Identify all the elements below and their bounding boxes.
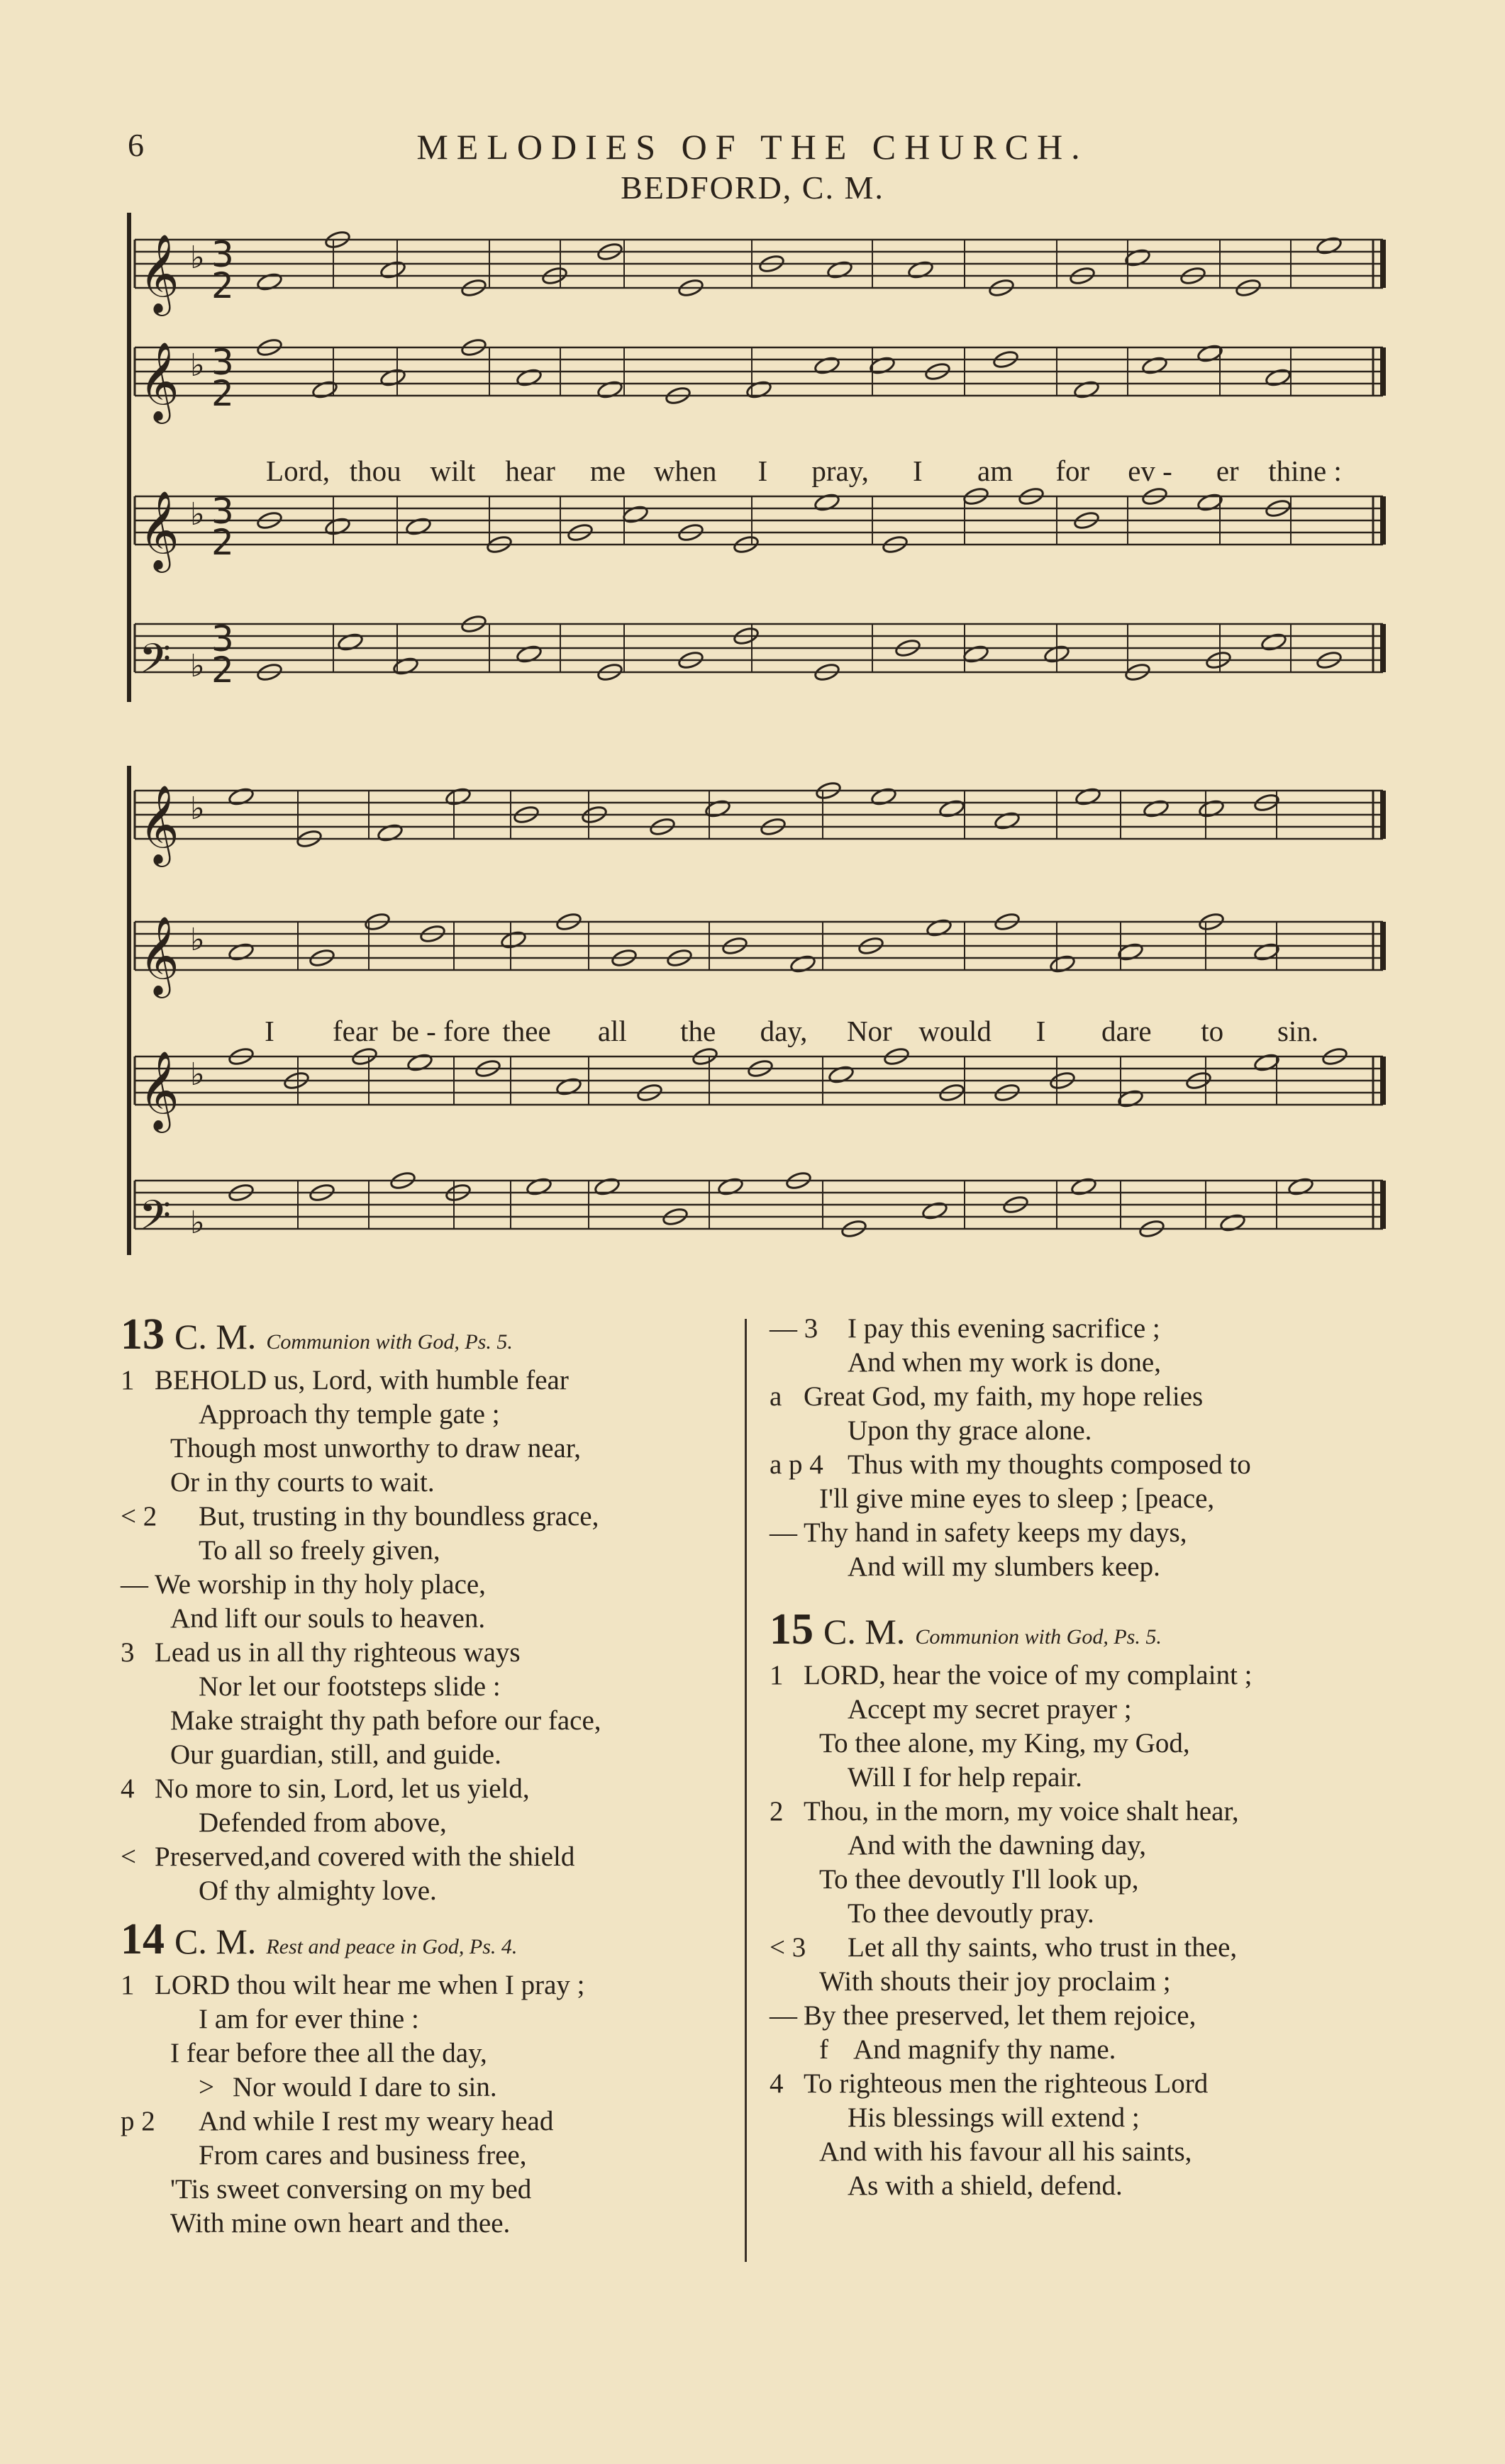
verse-line [121, 1874, 731, 1908]
verse-line [121, 1364, 731, 1398]
note-heads [228, 230, 1348, 1239]
hymn-14-text-part-2 [770, 1312, 1408, 1584]
verse-text: His blessings will extend ; [848, 2102, 1140, 2133]
note-head [1260, 632, 1287, 652]
verse-text: I fear before thee all the day, [170, 2038, 487, 2068]
note-head [1316, 235, 1343, 256]
verse-text: To thee alone, my King, my God, [819, 1728, 1190, 1758]
note-head [256, 272, 283, 292]
lyric-syllable: I [757, 455, 768, 487]
lyric-syllable: wilt [430, 455, 476, 487]
verse-text: To thee devoutly pray. [848, 1898, 1094, 1929]
verse-line [121, 2002, 731, 2036]
treble-clef: 𝄞 [139, 915, 179, 995]
verse-text: Thus with my thoughts composed to [848, 1449, 1251, 1480]
note-head [870, 786, 897, 807]
verse-line [770, 1414, 1408, 1448]
hymn-meter: C. M. [823, 1612, 906, 1651]
hymn-number: 13 [121, 1310, 165, 1359]
verse-mark: f [819, 2034, 828, 2065]
lyric-syllable: Lord, [266, 455, 330, 487]
hymn-14-text-part-1 [121, 1968, 731, 2241]
verse-mark: 1 [121, 1365, 135, 1395]
note-head [926, 918, 953, 938]
verse-line [770, 1795, 1408, 1829]
verse-line [121, 1602, 731, 1636]
note-head [813, 492, 840, 513]
verse-text: I am for ever thine : [199, 2004, 419, 2034]
lyric-syllable: dare [1101, 1015, 1152, 1047]
verse-text: Thy hand in safety keeps my days, [804, 1517, 1187, 1548]
verse-text: Approach thy temple gate ; [199, 1399, 500, 1429]
clef-glyphs [139, 233, 234, 1249]
verse-line [121, 1500, 731, 1534]
lyric-syllable: hear [505, 455, 555, 487]
verse-mark: — [770, 2000, 797, 2031]
flat-sign: ♭ [190, 1057, 205, 1093]
verse-mark: 4 [770, 2068, 784, 2099]
verse-text: But, trusting in thy boundless grace, [199, 1501, 599, 1532]
verse-line [121, 2207, 731, 2241]
verse-text: With mine own heart and thee. [170, 2208, 511, 2239]
verse-line [121, 1738, 731, 1772]
verse-line [770, 1693, 1408, 1727]
note-head [526, 1176, 552, 1197]
verse-line [770, 1863, 1408, 1897]
staff-lines [129, 213, 1383, 1255]
verse-line [770, 1727, 1408, 1761]
verse-mark: < 3 [770, 1932, 806, 1963]
verse-line [770, 2135, 1408, 2169]
hymn-subject: Communion with God, Ps. 5. [266, 1330, 513, 1354]
column-divider [745, 1319, 747, 2262]
note-head [1049, 954, 1076, 974]
verse-text: As with a shield, defend. [848, 2170, 1123, 2201]
lyric-syllable: I [913, 455, 923, 487]
verse-line [121, 1568, 731, 1602]
verse-text: And will my slumbers keep. [848, 1551, 1160, 1582]
hymn-subject: Communion with God, Ps. 5. [915, 1625, 1162, 1649]
verse-text: From cares and business free, [199, 2140, 527, 2170]
verse-line [121, 1840, 731, 1874]
verse-line [770, 1482, 1408, 1516]
verse-text: Upon thy grace alone. [848, 1415, 1092, 1446]
verse-line [121, 2139, 731, 2173]
bass-clef: 𝄢 [139, 1191, 172, 1249]
verse-line [121, 1466, 731, 1500]
note-head [1070, 1176, 1097, 1197]
note-head [1287, 1176, 1314, 1197]
verse-text: Defended from above, [199, 1807, 447, 1838]
verse-text: Let all thy saints, who trust in thee, [848, 1932, 1238, 1963]
flat-sign: ♭ [190, 240, 205, 276]
note-head [622, 504, 649, 525]
verse-text: To thee devoutly I'll look up, [819, 1864, 1139, 1895]
hymn-number: 15 [770, 1605, 813, 1654]
verse-line [770, 1931, 1408, 1965]
verse-mark: 4 [121, 1773, 135, 1804]
note-head [379, 260, 406, 280]
time-signature: 2 [211, 650, 234, 691]
note-head [516, 367, 543, 388]
verse-text: Make straight thy path before our face, [170, 1705, 601, 1736]
verse-text: Lead us in all thy righteous ways [155, 1637, 521, 1668]
lyric-syllable: thou [349, 455, 401, 487]
treble-clef: 𝄞 [139, 490, 179, 569]
verse-text: Our guardian, still, and guide. [170, 1739, 501, 1770]
lyric-syllable: to [1201, 1015, 1224, 1047]
verse-mark: 2 [770, 1796, 784, 1827]
verse-text: With shouts their joy proclaim ; [819, 1966, 1171, 1997]
note-head [1074, 786, 1101, 807]
hymn-13-heading [121, 1310, 731, 1359]
note-head [813, 355, 840, 376]
verse-mark: — [770, 1517, 797, 1548]
bass-clef: 𝄢 [139, 635, 172, 693]
verse-text: LORD, hear the voice of my complaint ; [804, 1660, 1253, 1690]
note-head [594, 1176, 621, 1197]
verse-text: We worship in thy holy place, [155, 1569, 486, 1600]
note-head [704, 798, 731, 819]
verse-mark: a [770, 1381, 782, 1412]
hymn-15-text [770, 1659, 1408, 2203]
time-signature: 2 [211, 522, 234, 563]
verse-text: Or in thy courts to wait. [170, 1467, 435, 1498]
verse-line [770, 1312, 1408, 1346]
note-head [516, 644, 543, 664]
note-head [1073, 379, 1100, 400]
lyric-syllable: the [680, 1015, 716, 1047]
verse-line [121, 1806, 731, 1840]
verse-mark: 1 [121, 1970, 135, 2000]
verse-text: And with his favour all his saints, [819, 2136, 1192, 2167]
note-head [994, 810, 1021, 831]
note-head [445, 786, 472, 807]
verse-text: And while I rest my weary head [199, 2106, 554, 2136]
verse-text: I'll give mine eyes to sleep ; [peace, [819, 1483, 1215, 1514]
note-head [406, 1052, 433, 1073]
note-head [828, 1064, 855, 1085]
time-signature: 3 [211, 618, 234, 659]
lyric-syllable: would [918, 1015, 992, 1047]
lyric-syllable: I [1035, 1015, 1046, 1047]
lyric-syllable: thee [502, 1015, 551, 1047]
verse-line [121, 1534, 731, 1568]
verse-mark: 3 [121, 1637, 135, 1668]
note-head [1219, 1213, 1246, 1233]
verse-line [770, 1829, 1408, 1863]
verse-text: Thou, in the morn, my voice shalt hear, [804, 1796, 1239, 1827]
verse-mark: > [199, 2072, 214, 2102]
note-head [1143, 798, 1170, 819]
lyric-syllable: Nor [846, 1015, 892, 1047]
hymn-meter: C. M. [174, 1922, 257, 1961]
flat-sign: ♭ [190, 791, 205, 827]
note-head [392, 656, 419, 676]
verse-line [770, 2033, 1408, 2067]
verse-mark: — 3 [770, 1313, 818, 1344]
verse-line [770, 2067, 1408, 2101]
verse-text: Nor would I dare to sin. [233, 2072, 497, 2102]
note-head [907, 260, 934, 280]
lyric-syllable: for [1055, 455, 1090, 487]
lyric-syllable: me [589, 455, 626, 487]
verse-text: And with the dawning day, [848, 1830, 1146, 1861]
verse-text: And when my work is done, [848, 1347, 1161, 1378]
verse-mark: < 2 [121, 1501, 157, 1532]
note-head [379, 367, 406, 388]
verse-text: And lift our souls to heaven. [170, 1603, 486, 1634]
note-head [228, 786, 255, 807]
time-signature: 3 [211, 234, 234, 275]
verse-text: Accept my secret prayer ; [848, 1694, 1132, 1724]
hymn-meter: C. M. [174, 1317, 257, 1356]
verse-line [121, 1704, 731, 1738]
verse-mark: p 2 [121, 2106, 155, 2136]
verse-line [770, 1761, 1408, 1795]
verse-line [121, 1968, 731, 2002]
verse-line [770, 1448, 1408, 1482]
lyric-syllable: er [1216, 455, 1239, 487]
verse-line [770, 1516, 1408, 1550]
lyric-syllable: day, [760, 1015, 808, 1047]
left-column [121, 1310, 731, 2241]
verse-text: By thee preserved, let them rejoice, [804, 2000, 1196, 2031]
time-signature: 2 [211, 265, 234, 306]
verse-text: To all so freely given, [199, 1535, 440, 1566]
note-head [596, 379, 623, 400]
hymn-15-heading [770, 1605, 1408, 1654]
verse-line [770, 2169, 1408, 2203]
verse-text: Great God, my faith, my hope relies [804, 1381, 1204, 1412]
flat-sign: ♭ [190, 922, 205, 958]
note-head [311, 379, 338, 400]
note-head [555, 1076, 582, 1097]
lyric-syllable: sin. [1277, 1015, 1319, 1047]
verse-line [121, 1398, 731, 1432]
time-signature: 3 [211, 491, 234, 532]
flat-sign: ♭ [190, 347, 205, 384]
note-head [500, 930, 527, 950]
note-head [921, 1200, 948, 1221]
note-head [1198, 798, 1225, 819]
verse-mark: 1 [770, 1660, 784, 1690]
verse-text: No more to sin, Lord, let us yield, [155, 1773, 530, 1804]
verse-text: BEHOLD us, Lord, with humble fear [155, 1365, 569, 1395]
right-column [770, 1312, 1408, 2203]
page-number: 6 [128, 127, 144, 163]
lyric-syllable: be - fore [391, 1015, 491, 1047]
treble-clef: 𝄞 [139, 1050, 179, 1130]
time-signature: 2 [211, 373, 234, 414]
verse-text: To righteous men the righteous Lord [804, 2068, 1209, 2099]
flat-sign: ♭ [190, 496, 205, 533]
treble-clef: 𝄞 [139, 341, 179, 420]
lyric-syllable: am [977, 455, 1013, 487]
tune-title: BEDFORD, C. M. [621, 169, 884, 206]
verse-line [121, 1432, 731, 1466]
verse-text: Of thy almighty love. [199, 1875, 437, 1906]
verse-line [770, 1346, 1408, 1380]
verse-text: LORD thou wilt hear me when I pray ; [155, 1970, 585, 2000]
verse-text: 'Tis sweet conversing on my bed [170, 2174, 532, 2204]
verse-line [770, 1380, 1408, 1414]
lyric-syllable: fear [332, 1015, 378, 1047]
verse-text: Preserved,and covered with the shield [155, 1841, 575, 1872]
verse-text: Though most unworthy to draw near, [170, 1433, 582, 1464]
verse-line [121, 2105, 731, 2139]
lyric-syllable: I [265, 1015, 274, 1047]
verse-line [770, 1965, 1408, 1999]
verse-line [121, 1636, 731, 1670]
verse-line [121, 2036, 731, 2070]
verse-line [770, 1550, 1408, 1584]
lyric-syllable: when [653, 455, 717, 487]
hymn-number: 14 [121, 1915, 165, 1963]
treble-clef: 𝄞 [139, 784, 179, 864]
note-head [789, 954, 816, 974]
note-head [405, 516, 432, 537]
note-head [745, 379, 772, 400]
treble-clef: 𝄞 [139, 233, 179, 313]
verse-text: I pay this evening sacrifice ; [848, 1313, 1160, 1344]
note-head [717, 1176, 744, 1197]
hymn-14-heading [121, 1915, 731, 1964]
hymn-subject: Rest and peace in God, Ps. 4. [266, 1935, 518, 1958]
note-head [324, 516, 351, 537]
lyric-syllable: pray, [811, 455, 869, 487]
note-head [826, 260, 853, 280]
verse-text: And magnify thy name. [853, 2034, 1116, 2065]
verse-text: Nor let our footsteps slide : [199, 1671, 501, 1702]
note-head [1141, 355, 1168, 376]
verse-line [770, 2101, 1408, 2135]
note-head [377, 823, 404, 843]
lyric-syllable: all [597, 1015, 627, 1047]
verse-mark: a p 4 [770, 1449, 823, 1480]
verse-line [770, 1659, 1408, 1693]
verse-mark: — [121, 1569, 148, 1600]
verse-text: Will I for help repair. [848, 1762, 1082, 1793]
verse-line [770, 1999, 1408, 2033]
verse-line [121, 1772, 731, 1806]
verse-line [121, 1670, 731, 1704]
lyric-syllable: thine : [1268, 455, 1342, 487]
verse-line [121, 2070, 731, 2105]
note-head [962, 644, 989, 664]
note-head [228, 942, 255, 962]
flat-sign: ♭ [190, 1205, 205, 1241]
hymn-13-text [121, 1364, 731, 1908]
note-head [337, 632, 364, 652]
running-title: MELODIES OF THE CHURCH. [416, 127, 1089, 167]
verse-line [121, 2173, 731, 2207]
time-signature: 3 [211, 342, 234, 383]
note-head [938, 798, 965, 819]
lyric-syllable: ev - [1128, 455, 1172, 487]
verse-line [770, 1897, 1408, 1931]
verse-mark: < [121, 1841, 136, 1872]
flat-sign: ♭ [190, 648, 205, 684]
note-head [1265, 367, 1292, 388]
